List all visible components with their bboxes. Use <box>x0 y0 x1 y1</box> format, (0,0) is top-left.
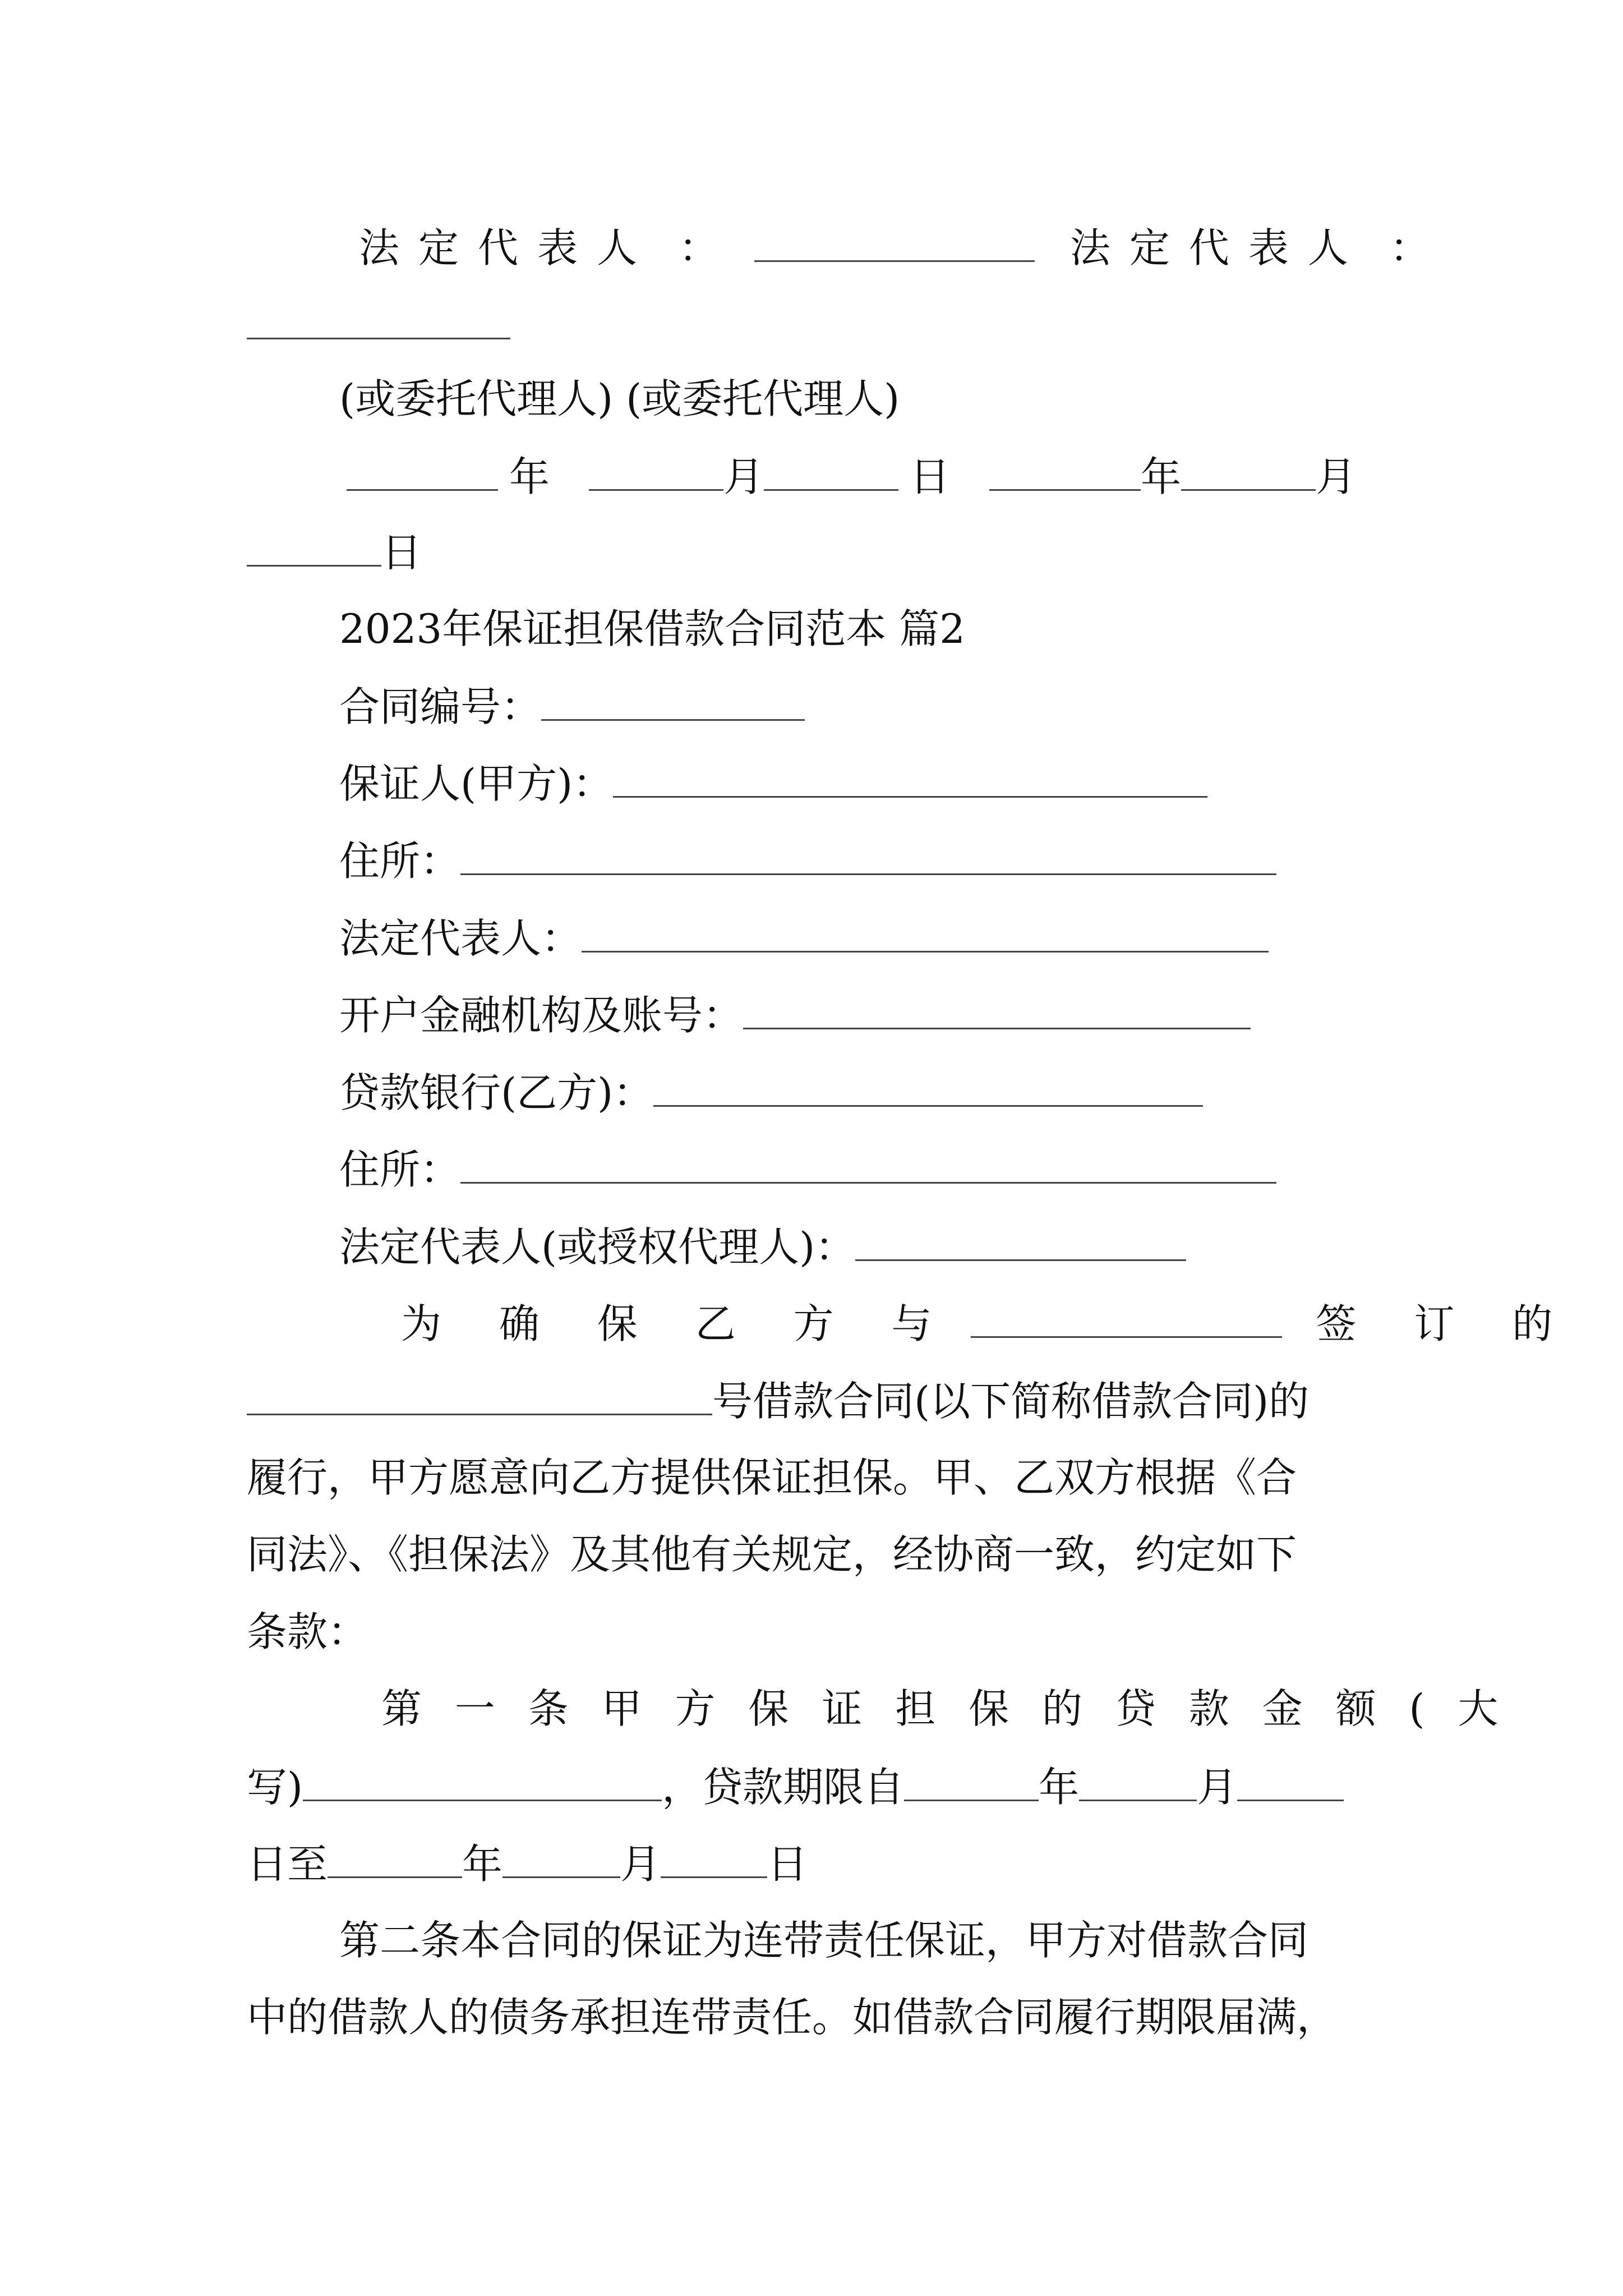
article1-c-year: 年 <box>462 1841 503 1888</box>
field-legal-rep-agent <box>339 1219 1186 1274</box>
date-month-b: 月 <box>1316 453 1357 500</box>
field-address-a <box>339 833 1276 888</box>
field-address-b-blank[interactable] <box>460 1142 1276 1184</box>
article2-line-2: 中的借款人的债务承担连带责任。如借款合同履行期限届满， <box>247 1994 1338 2041</box>
article1-end-day-blank[interactable] <box>661 1836 767 1878</box>
rep-blank-b[interactable] <box>247 297 510 339</box>
field-address-b-label: 住所： <box>339 1146 461 1193</box>
field-address-a-label: 住所： <box>339 838 461 885</box>
date-year-blank-a[interactable] <box>347 449 498 491</box>
article1-c-month: 月 <box>620 1841 661 1888</box>
section-heading: 2023年保证担保借款合同范本 篇2 <box>339 605 965 652</box>
rep-label-b: 法定代表人 <box>1069 224 1367 272</box>
field-bank-account <box>339 987 1251 1042</box>
field-bank-account-label: 开户金融机构及账号： <box>339 992 744 1039</box>
body-p1-b: 签 订 的 <box>1316 1300 1575 1347</box>
body-p1-blank-a[interactable] <box>971 1296 1282 1338</box>
field-guarantor <box>339 756 1207 811</box>
article1-start-month-blank[interactable] <box>1079 1759 1197 1801</box>
signature-rep-line <box>359 220 1430 275</box>
article1-line-2 <box>247 1759 1344 1814</box>
body-line-3: 履行，甲方愿意向乙方提供保证担保。甲、乙双方根据《合 <box>247 1454 1297 1501</box>
signature-date-line <box>347 449 1356 504</box>
article1-year: 年 <box>1039 1764 1080 1811</box>
article1-c-day: 日 <box>767 1841 808 1888</box>
rep-blank-a[interactable] <box>754 220 1035 262</box>
body-line-5: 条款： <box>247 1608 368 1655</box>
field-lender <box>339 1065 1203 1120</box>
article1-amount-blank[interactable] <box>303 1759 662 1801</box>
date-month-blank-a[interactable] <box>589 449 723 491</box>
body-p1-a: 为 确 保 乙 方 与 <box>401 1300 955 1347</box>
rep-blank-b-line <box>247 297 510 352</box>
field-guarantor-label: 保证人(甲方)： <box>339 760 614 807</box>
article1-line-1: 第 一 条 甲 方 保 证 担 保 的 贷 款 金 额 ( 大 <box>381 1685 1509 1732</box>
rep-label-a: 法定代表人 <box>359 224 657 272</box>
body-line-4: 同法》、《担保法》及其他有关规定，经协商一致，约定如下 <box>247 1531 1297 1578</box>
article1-line-3 <box>247 1836 808 1891</box>
date-year-a: 年 <box>509 453 550 500</box>
article1-b1: 写) <box>247 1764 303 1811</box>
agent-note: (或委托代理人) (或委托代理人) <box>339 375 900 422</box>
article1-b2: ，贷款期限自 <box>662 1764 905 1811</box>
body-p1-blank-b[interactable] <box>247 1373 712 1415</box>
field-guarantor-blank[interactable] <box>613 756 1207 798</box>
article1-start-year-blank[interactable] <box>904 1759 1039 1801</box>
field-lender-blank[interactable] <box>653 1065 1203 1107</box>
article2-line-1: 第二条本合同的保证为连带责任保证，甲方对借款合同 <box>339 1917 1309 1964</box>
date-month-blank-b[interactable] <box>1181 449 1316 491</box>
field-contract-no-label: 合同编号： <box>339 683 542 730</box>
date-day-b: 日 <box>381 529 422 576</box>
date-day-a: 日 <box>910 453 951 500</box>
field-contract-no <box>339 679 805 734</box>
body-line-1 <box>401 1296 1575 1351</box>
signature-date-line-2 <box>247 524 422 579</box>
body-line-2 <box>247 1373 1309 1428</box>
article1-c1: 日至 <box>247 1841 328 1888</box>
field-contract-no-blank[interactable] <box>541 679 805 721</box>
field-address-b <box>339 1142 1276 1197</box>
article1-end-year-blank[interactable] <box>328 1836 462 1878</box>
article1-end-month-blank[interactable] <box>502 1836 620 1878</box>
field-legal-rep-agent-label: 法定代表人(或授权代理人)： <box>339 1223 856 1271</box>
date-year-b: 年 <box>1141 453 1182 500</box>
date-month-a: 月 <box>723 453 764 500</box>
field-bank-account-blank[interactable] <box>743 987 1251 1029</box>
field-legal-rep-agent-blank[interactable] <box>855 1219 1186 1261</box>
field-legal-rep <box>339 910 1269 965</box>
article1-start-day-blank[interactable] <box>1237 1759 1344 1801</box>
date-day-blank-a[interactable] <box>764 449 898 491</box>
field-legal-rep-blank[interactable] <box>582 910 1269 953</box>
date-day-blank-b[interactable] <box>247 524 381 567</box>
article1-month: 月 <box>1197 1764 1238 1811</box>
date-year-blank-b[interactable] <box>989 449 1141 491</box>
field-legal-rep-label: 法定代表人： <box>339 915 582 962</box>
body-p1-c: 号借款合同(以下简称借款合同)的 <box>712 1378 1310 1425</box>
field-lender-label: 贷款银行(乙方)： <box>339 1069 654 1116</box>
colon-b: ： <box>1389 224 1430 272</box>
field-address-a-blank[interactable] <box>460 833 1276 875</box>
colon-a: ： <box>679 224 720 272</box>
